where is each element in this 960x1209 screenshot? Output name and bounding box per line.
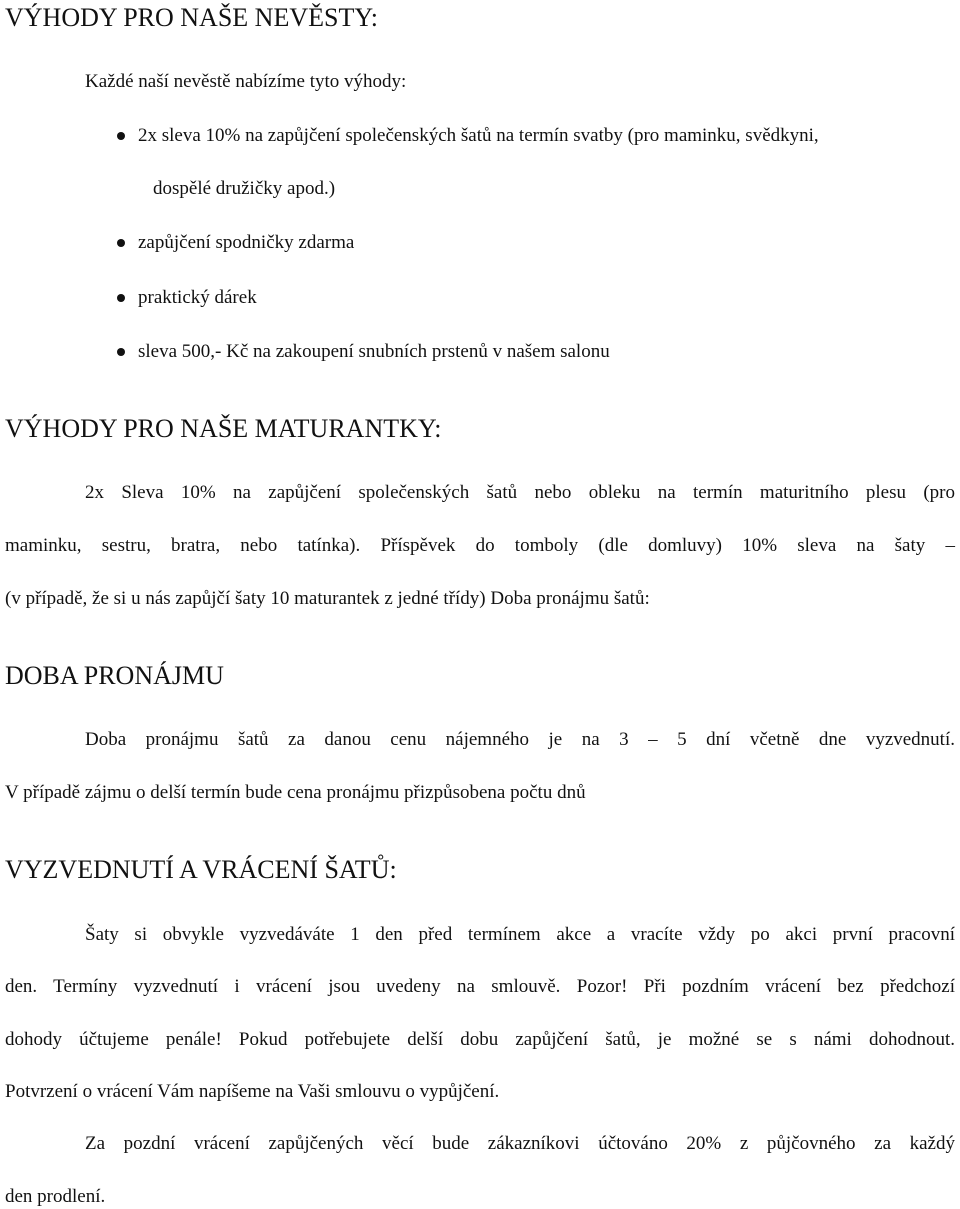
- brides-item-4: sleva 500,- Kč na zakoupení snubních prstenů v našem salonu: [138, 341, 610, 362]
- brides-item-2: zapůjčení spodničky zdarma: [138, 232, 355, 253]
- bullet-icon: [117, 132, 125, 140]
- heading-graduates: VÝHODY PRO NAŠE MATURANTKY:: [5, 414, 442, 443]
- heading-rental: DOBA PRONÁJMU: [5, 661, 224, 690]
- pickup-line-3: dohody účtujeme penále! Pokud potřebujete delší dobu zapůjčení šatů, je možné se s námi dohodnout.: [5, 1029, 955, 1050]
- pickup-line-5: Za pozdní vrácení zapůjčených věcí bude zákazníkovi účtováno 20% z půjčovného za každý: [85, 1133, 955, 1154]
- pickup-line-1: Šaty si obvykle vyzvedáváte 1 den před termínem akce a vracíte vždy po akci první pracovní: [85, 924, 955, 945]
- graduates-line-2: maminku, sestru, bratra, nebo tatínka). Příspěvek do tomboly (dle domluvy) 10% sleva na šaty –: [5, 535, 955, 556]
- brides-item-3: praktický dárek: [138, 287, 257, 308]
- brides-item-1-line-1: 2x sleva 10% na zapůjčení společenských šatů na termín svatby (pro maminku, svědkyni,: [138, 125, 819, 146]
- rental-line-2: V případě zájmu o delší termín bude cena pronájmu přizpůsobena počtu dnů: [5, 782, 586, 803]
- bullet-icon: [117, 294, 125, 302]
- pickup-line-2: den. Termíny vyzvednutí i vrácení jsou uvedeny na smlouvě. Pozor! Při pozdním vrácení bez předchozí: [5, 976, 955, 997]
- brides-intro: Každé naší nevěstě nabízíme tyto výhody:: [85, 71, 407, 92]
- pickup-line-4: Potvrzení o vrácení Vám napíšeme na Vaši smlouvu o vypůjčení.: [5, 1081, 500, 1102]
- graduates-line-3: (v případě, že si u nás zapůjčí šaty 10 maturantek z jedné třídy) Doba pronájmu šatů:: [5, 588, 650, 609]
- heading-brides: VÝHODY PRO NAŠE NEVĚSTY:: [5, 3, 378, 32]
- heading-pickup: VYZVEDNUTÍ A VRÁCENÍ ŠATŮ:: [5, 855, 397, 884]
- rental-line-1: Doba pronájmu šatů za danou cenu nájemného je na 3 – 5 dní včetně dne vyzvednutí.: [85, 729, 955, 750]
- brides-item-1-line-2: dospělé družičky apod.): [153, 178, 336, 199]
- graduates-line-1: 2x Sleva 10% na zapůjčení společenských šatů nebo obleku na termín maturitního plesu (pro: [85, 482, 955, 503]
- bullet-icon: [117, 348, 125, 356]
- bullet-icon: [117, 239, 125, 247]
- pickup-line-6: den prodlení.: [5, 1186, 106, 1207]
